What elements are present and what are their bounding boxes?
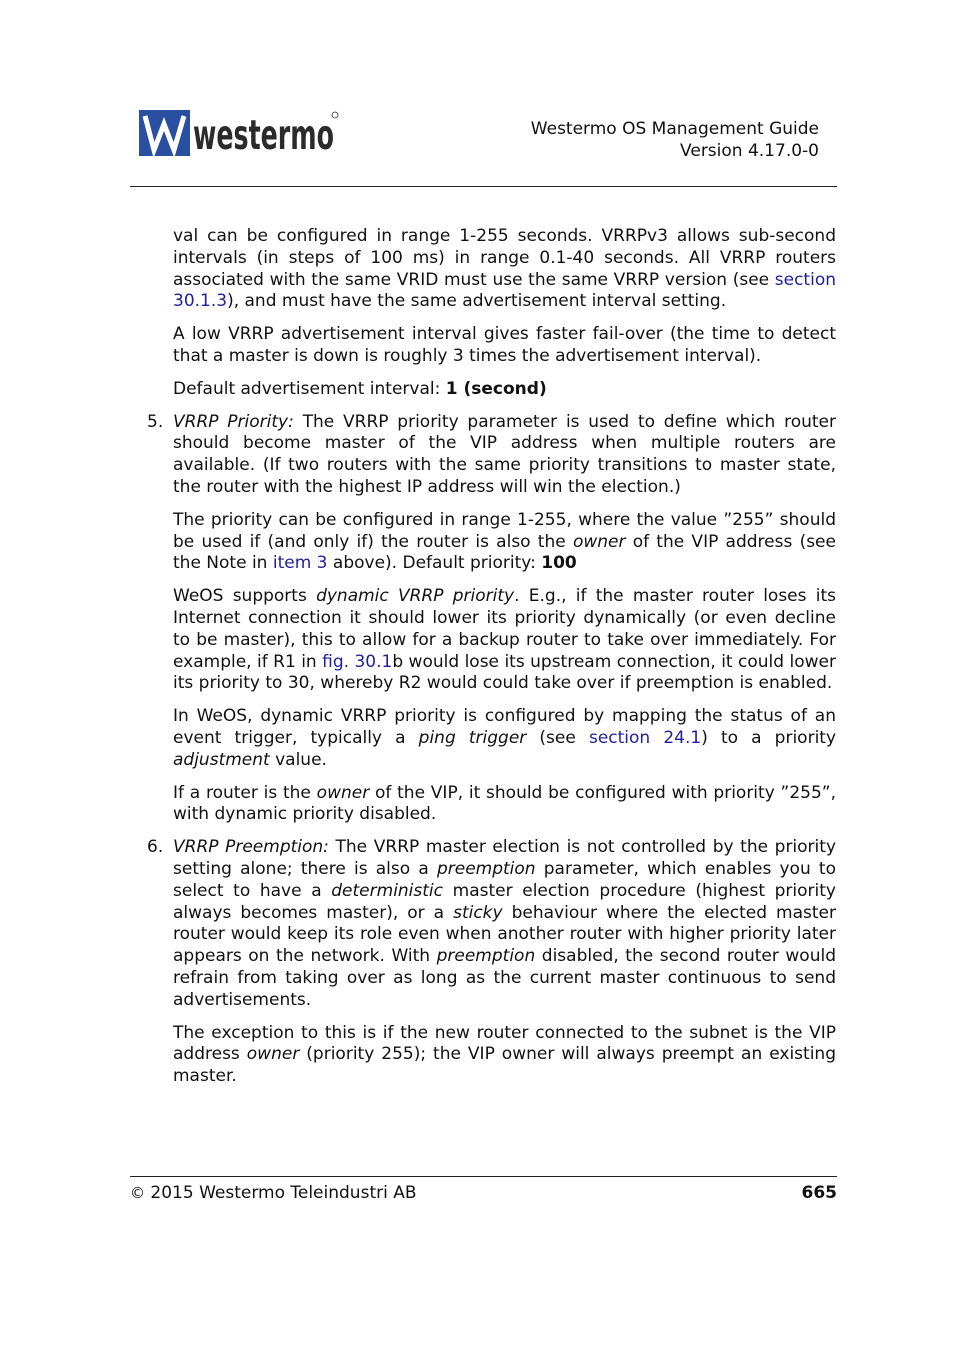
item-number: 5.: [147, 411, 164, 432]
header-rule: [130, 186, 837, 187]
paragraph-owner-priority: If a router is the owner of the VIP, it should be configured with priority ”255”, with dynamic priority disabled.: [173, 782, 836, 825]
page-number: 665: [801, 1183, 837, 1203]
paragraph-dynamic-config: In WeOS, dynamic VRRP priority is configured by mapping the status of an event trigger, typically a ping trigger (see section 24.1) to a priority adjustment value.: [173, 706, 837, 770]
paragraph-priority: VRRP Priority: The VRRP priority parameter is used to define which router should become master of the VIP address when multiple routers are available. (If two routers with the same priority transitions to master state, the router with the highest IP address will win the election.): [173, 411, 836, 497]
svg-text:westermo: westermo: [193, 111, 334, 159]
paragraph-priority-range: The priority can be configured in range 1-255, where the value ”255” should be used if (and only if) the router is also the owner of the VIP address (see the Note in item 3 above). Default priority: 100: [173, 509, 836, 574]
westermo-logo: [139, 110, 339, 159]
paragraph-default-interval: Default advertisement interval: 1 (second): [173, 378, 547, 399]
paragraph-preemption-exception: The exception to this is if the new router connected to the subnet is the VIP address owner (priority 255); the VIP owner will always preempt an existing master.: [173, 1022, 836, 1087]
link-item-3[interactable]: item 3: [272, 553, 328, 574]
paragraph-interval: val can be configured in range 1-255 seconds. VRRPv3 allows sub-second intervals (in steps of 100 ms) in range 0.1-40 seconds. All VRRP routers associated with the same VRID must use the same VRRP version (see section 30.1.3), and must have the same advertisement interval setting.: [173, 226, 836, 312]
paragraph-preemption: VRRP Preemption: The VRRP master election is not controlled by the priority setting alone; there is also a preemption parameter, which enables you to select to have a deterministic master election procedure (highest priority always becomes master), or a sticky behaviour where the elected master router would keep its role even when another router with higher priority later appears on the network. With preemption disabled, the second router would refrain from taking over as long as the current master continuous to send advertisements.: [173, 837, 836, 1010]
doc-version: Version 4.17.0-0: [680, 141, 819, 161]
paragraph-failover: A low VRRP advertisement interval gives faster fail-over (the time to detect that a master is down is roughly 3 times the advertisement interval).: [173, 324, 836, 366]
copyright-icon: ©: [130, 1184, 145, 1202]
link-section-30-1-3[interactable]: section 30.1.3: [173, 269, 836, 312]
page-body: [147, 226, 837, 1099]
list-item-6: [147, 837, 836, 1088]
link-fig-30-1[interactable]: fig. 30.1: [322, 651, 393, 672]
doc-title: Westermo OS Management Guide: [530, 119, 819, 139]
link-section-24-1[interactable]: section 24.1: [588, 727, 702, 748]
running-header: [531, 118, 819, 162]
item-number: 6.: [147, 837, 164, 858]
paragraph-dynamic-priority: WeOS supports dynamic VRRP priority. E.g., if the master router loses its Internet connection it should lower its priority dynamically (or even decline to be master), this to allow for a backup router to take over immediately. For example, if R1 in fig. 30.1b would lose its upstream connection, it could lower its priority to 30, whereby R2 would could take over if preemption is enabled.: [173, 586, 836, 694]
list-item-5: [147, 411, 837, 827]
footer-rule: [130, 1176, 837, 1177]
copyright: © 2015 Westermo Teleindustri AB: [130, 1183, 417, 1203]
